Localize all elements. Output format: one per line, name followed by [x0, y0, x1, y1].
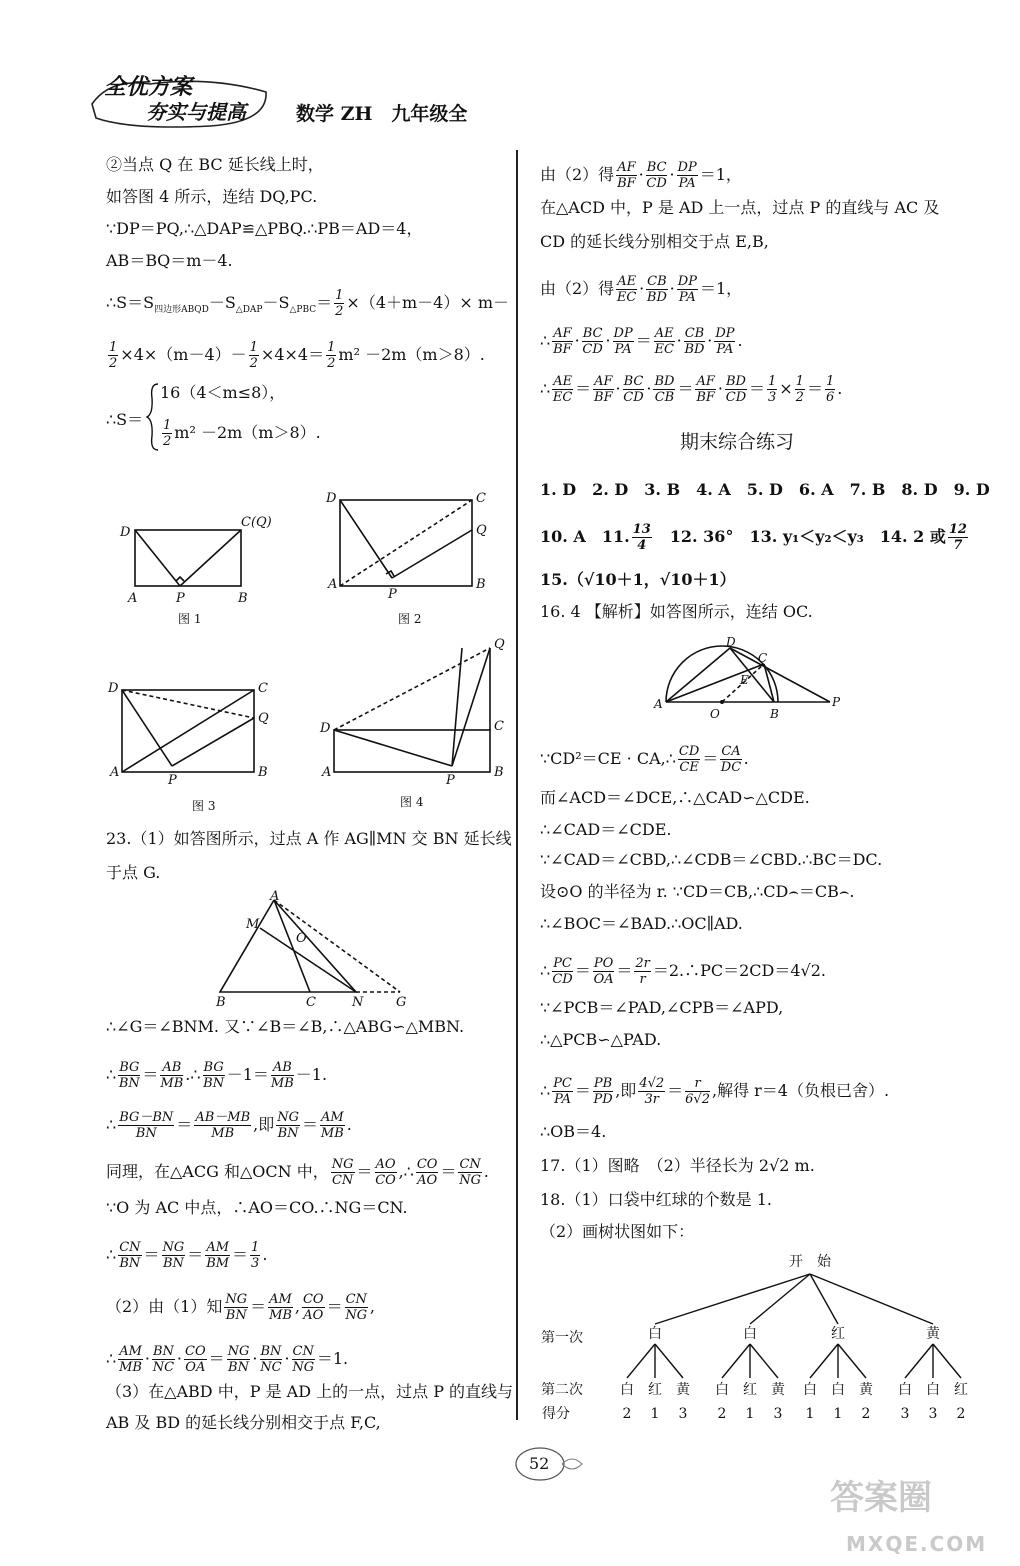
- tree-root: 开 始: [789, 1254, 831, 1270]
- fraction: $\frac{1}{2}$: [327, 340, 336, 371]
- page-header-title: 数学 ZH 九年级全: [296, 103, 468, 125]
- logo-line1: 全优方案: [104, 75, 193, 100]
- text: －S: [208, 293, 236, 312]
- fraction: $\frac{1}{2}$: [249, 340, 258, 371]
- tree-branch: [655, 1344, 683, 1378]
- tree-first-label: 第一次: [541, 1330, 583, 1346]
- area-formula-line-2: [106, 340, 485, 371]
- tree-score-label: 得分: [542, 1406, 570, 1422]
- right-ratio-4: ∴ $\frac{AE}{EC}$ ＝ $\frac{AF}{BF}$ · $\frac{BC}{CD}$ · $\frac{BD}{CB}$ ＝ $\frac{AF}{BF}$ · $\frac{BD}{CD}$ ＝ $\frac{1}{3}$ × $\frac{1}{2}$ ＝ $\frac{1}{6}$ .: [540, 374, 843, 405]
- step-5: 设⊙O 的半径为 r. ∵CD＝CB,∴CD⌢＝CB⌢.: [540, 882, 855, 901]
- page-number-ornament: [510, 1440, 600, 1488]
- tree-second-node: 白: [926, 1382, 940, 1398]
- svg-text:P: P: [446, 773, 455, 788]
- text: ×4×4＝: [260, 345, 325, 364]
- fraction: $\frac{1}{2}$: [163, 418, 172, 449]
- step-6: ∴∠BOC＝∠BAD.∴OC∥AD.: [540, 914, 743, 933]
- triangle-figure: [200, 890, 420, 1012]
- svg-text:C: C: [258, 681, 268, 696]
- text: ＝: [316, 293, 333, 312]
- tree-branch: [933, 1344, 961, 1378]
- tree-second-node: 白: [831, 1382, 845, 1398]
- result-line: ∴ $\frac{CN}{BN}$ ＝ $\frac{NG}{BN}$ ＝ $\frac{AM}{BM}$ ＝ $\frac{1}{3}$ .: [106, 1240, 268, 1271]
- tree-score: 2: [622, 1406, 632, 1422]
- svg-text:E: E: [740, 673, 749, 687]
- text: ×（4＋m－4）× m－: [346, 293, 510, 312]
- svg-text:D: D: [726, 635, 736, 649]
- tree-branch: [750, 1274, 810, 1324]
- product-line: ∴ $\frac{AM}{MB}$ · $\frac{BN}{NC}$ · $\frac{CO}{OA}$ ＝ $\frac{NG}{BN}$ · $\frac{BN}{NC}$ · $\frac{CN}{NG}$ ＝1.: [106, 1344, 349, 1375]
- step-7: ∴ $\frac{PC}{CD}$ ＝ $\frac{PO}{OA}$ ＝ $\frac{2r}{r}$ ＝2.∴PC＝2CD＝4√2.: [540, 956, 826, 987]
- answer-18-2: （2）画树状图如下：: [540, 1222, 695, 1241]
- tree-score: 1: [650, 1406, 660, 1422]
- svg-text:A: A: [128, 591, 138, 606]
- text-line: AB 及 BD 的延长线分别相交于点 F,C,: [106, 1413, 381, 1432]
- tree-second-label: 第二次: [541, 1382, 583, 1398]
- tree-branch: [838, 1344, 866, 1378]
- tree-score: 1: [745, 1406, 755, 1422]
- tree-second-node: 红: [743, 1382, 757, 1398]
- svg-text:C: C: [494, 719, 504, 734]
- right-ratio-1: 由（2）得 $\frac{AF}{BF}$ · $\frac{BC}{CD}$ · $\frac{DP}{PA}$ ＝1，: [540, 160, 742, 191]
- subscript: △DAP: [235, 305, 263, 316]
- tree-diagram: [540, 1248, 980, 1428]
- svg-text:D: D: [108, 681, 119, 696]
- svg-text:Q: Q: [494, 637, 505, 652]
- section-title: 期末综合练习: [680, 431, 795, 453]
- column-divider: [516, 150, 518, 1420]
- step-3: ∴∠CAD＝∠CDE.: [540, 820, 672, 839]
- svg-text:A: A: [328, 577, 338, 592]
- tree-second-node: 黄: [771, 1382, 785, 1398]
- tree-score: 2: [956, 1406, 966, 1422]
- svg-text:B: B: [216, 995, 226, 1010]
- tree-first-node: 黄: [926, 1326, 940, 1342]
- svg-text:P: P: [832, 695, 841, 709]
- tree-second-node: 红: [954, 1382, 968, 1398]
- watermark-url: MXQE.COM: [846, 1532, 988, 1556]
- ratio-line-1: ∴ $\frac{BG}{BN}$ ＝ $\frac{AB}{MB}$ .∴ $\frac{BG}{BN}$ －1＝ $\frac{AB}{MB}$ －1.: [106, 1060, 328, 1091]
- tree-branch: [627, 1344, 655, 1378]
- text-line: （3）在△ABD 中，P 是 AD 上的一点，过点 P 的直线与: [106, 1382, 514, 1401]
- step-2: 而∠ACD＝∠DCE,∴△CAD∽△CDE.: [540, 788, 810, 807]
- svg-text:P: P: [168, 773, 177, 788]
- svg-text:A: A: [110, 765, 120, 780]
- tree-score: 2: [717, 1406, 727, 1422]
- svg-text:G: G: [396, 995, 407, 1010]
- text: －S: [262, 293, 290, 312]
- tree-second-node: 红: [648, 1382, 662, 1398]
- svg-text:B: B: [476, 577, 486, 592]
- figure-1-caption: 图 1: [178, 612, 202, 626]
- watermark-logo: 答案圈: [830, 1478, 932, 1518]
- brace-icon: [146, 382, 160, 452]
- svg-text:M: M: [246, 917, 260, 932]
- tree-second-node: 白: [898, 1382, 912, 1398]
- figure-2-caption: 图 2: [398, 612, 422, 626]
- svg-text:D: D: [326, 491, 337, 506]
- text-line: ∴∠G＝∠BNM. 又∵∠B＝∠B,∴△ABG∽△MBN.: [106, 1017, 465, 1036]
- answer-15: 15.（√10＋1，√10＋1）: [540, 570, 736, 589]
- tree-score: 2: [861, 1406, 871, 1422]
- tree-first-node: 白: [743, 1326, 757, 1342]
- svg-text:C: C: [758, 651, 768, 665]
- text: ∴S＝S: [106, 293, 155, 312]
- figure-3-caption: 图 3: [192, 799, 216, 813]
- text-line: 如答图 4 所示，连结 DQ,PC.: [106, 187, 318, 206]
- page-number: 52: [529, 1454, 550, 1473]
- answers-1-9: 1. D 2. D 3. B 4. A 5. D 6. A 7. B 8. D 9. D: [540, 480, 990, 499]
- svg-text:Q: Q: [258, 711, 269, 726]
- tree-branch: [750, 1344, 778, 1378]
- svg-text:D: D: [320, 721, 331, 736]
- subscript: 四边形ABQD: [154, 305, 209, 316]
- step-4: ∵∠CAD＝∠CBD,∴∠CDB＝∠CBD.∴BC＝DC.: [540, 850, 883, 869]
- svg-text:A: A: [270, 890, 280, 904]
- svg-text:O: O: [296, 931, 307, 946]
- answer-17: 17.（1）图略 （2）半径长为 2√2 m.: [540, 1156, 815, 1175]
- tree-branch: [722, 1344, 750, 1378]
- fraction: $\frac{1}{2}$: [335, 288, 344, 319]
- text-line: ②当点 Q 在 BC 延长线上时，: [106, 155, 324, 174]
- tree-second-node: 白: [803, 1382, 817, 1398]
- tree-branch: [655, 1274, 810, 1324]
- text-line: ∵DP＝PQ,∴△DAP≌△PBQ.∴PB＝AD＝4，: [106, 219, 423, 238]
- tree-second-node: 白: [620, 1382, 634, 1398]
- svg-text:A: A: [654, 697, 663, 711]
- step-11: ∴OB＝4.: [540, 1122, 607, 1141]
- text: m² －2m（m＞8）.: [174, 423, 321, 442]
- step-9: ∴△PCB∽△PAD.: [540, 1030, 662, 1049]
- svg-text:C: C: [476, 491, 486, 506]
- svg-text:P: P: [388, 587, 397, 602]
- svg-text:B: B: [258, 765, 268, 780]
- question-23-line2: 于点 G.: [106, 863, 161, 882]
- text: ×4×（m－4）－: [120, 345, 247, 364]
- svg-text:N: N: [352, 995, 364, 1010]
- tree-score: 3: [900, 1406, 910, 1422]
- svg-text:A: A: [322, 765, 332, 780]
- piecewise-label: ∴S＝: [106, 410, 144, 429]
- figure-4-caption: 图 4: [400, 795, 424, 809]
- svg-text:B: B: [238, 591, 248, 606]
- answer-18-1: 18.（1）口袋中红球的个数是 1.: [540, 1190, 772, 1209]
- step-8: ∵∠PCB＝∠PAD,∠CPB＝∠APD,: [540, 998, 784, 1017]
- text-line: CD 的延长线分别相交于点 E,B,: [540, 232, 769, 251]
- step-1: ∵CD²＝CE · CA,∴ $\frac{CD}{CE}$ ＝ $\frac{CA}{DC}$ .: [540, 744, 749, 775]
- tree-branch: [810, 1274, 933, 1324]
- tree-branch: [810, 1274, 838, 1324]
- figures-3-4: [100, 634, 510, 814]
- logo-line2: 夯实与提高: [146, 100, 246, 124]
- svg-text:D: D: [120, 525, 131, 540]
- subscript: △PBC: [289, 305, 317, 316]
- tree-first-node: 红: [831, 1326, 845, 1342]
- text-line: AB＝BQ＝m－4.: [106, 251, 233, 270]
- figures-1-2: [100, 488, 500, 628]
- tree-second-node: 黄: [859, 1382, 873, 1398]
- text-line: 在△ACD 中，P 是 AD 上一点，过点 P 的直线与 AC 及: [540, 198, 940, 217]
- piecewise-case-1: 16（4＜m≤8），: [160, 383, 286, 402]
- tree-score: 3: [928, 1406, 938, 1422]
- svg-text:Q: Q: [476, 523, 487, 538]
- tree-score: 3: [773, 1406, 783, 1422]
- tree-score: 1: [805, 1406, 815, 1422]
- svg-text:B: B: [770, 707, 779, 721]
- ratio-line-2: ∴ $\frac{BG-BN}{BN}$ ＝ $\frac{AB-MB}{MB}$ ,即 $\frac{NG}{BN}$ ＝ $\frac{AM}{MB}$ .: [106, 1110, 352, 1141]
- tree-branch: [905, 1344, 933, 1378]
- area-formula-line: [106, 288, 509, 320]
- step-10: ∴ $\frac{PC}{PA}$ ＝ $\frac{PB}{PD}$ ,即 $\frac{4√2}{3r}$ ＝ $\frac{r}{6√2}$ ,解得 r＝4（负根已舍）.: [540, 1076, 890, 1107]
- tree-first-node: 白: [648, 1326, 662, 1342]
- svg-text:O: O: [710, 707, 720, 721]
- piecewise-case-2: [160, 418, 321, 449]
- answer-16: 16. 4 【解析】如答图所示，连结 OC.: [540, 602, 813, 621]
- logo: [90, 74, 270, 130]
- svg-text:C(Q): C(Q): [241, 515, 272, 530]
- answers-10-14: 10. A 11. $\frac{13}{4}$ 12. 36° 13. y₁＜y₂＜y₃ 14. 2 或 $\frac{12}{7}$: [540, 522, 967, 553]
- tree-branch: [810, 1344, 838, 1378]
- tree-score: 3: [678, 1406, 688, 1422]
- text: m² －2m（m＞8）.: [338, 345, 485, 364]
- right-ratio-2: 由（2）得 $\frac{AE}{EC}$ · $\frac{CB}{BD}$ · $\frac{DP}{PA}$ ＝1，: [540, 274, 743, 305]
- svg-text:C: C: [306, 995, 316, 1010]
- tree-second-node: 白: [715, 1382, 729, 1398]
- svg-text:B: B: [494, 765, 504, 780]
- tree-second-node: 黄: [676, 1382, 690, 1398]
- question-23-line1: 23.（1）如答图所示，过点 A 作 AG∥MN 交 BN 延长线: [106, 829, 512, 848]
- tree-score: 1: [833, 1406, 843, 1422]
- similar-line: 同理，在△ACG 和△OCN 中， $\frac{NG}{CN}$ ＝ $\frac{AO}{CO}$ ,∴ $\frac{CO}{AO}$ ＝ $\frac{CN}{NG}$ .: [106, 1157, 489, 1188]
- fraction: $\frac{1}{2}$: [109, 340, 118, 371]
- text-line: ∵O 为 AC 中点，∴AO＝CO.∴NG＝CN.: [106, 1198, 408, 1217]
- svg-text:P: P: [176, 591, 185, 606]
- part-2-line: （2）由（1）知 $\frac{NG}{BN}$ ＝ $\frac{AM}{MB}$ , $\frac{CO}{AO}$ ＝ $\frac{CN}{NG}$ ,: [106, 1292, 375, 1323]
- right-ratio-3: ∴ $\frac{AF}{BF}$ · $\frac{BC}{CD}$ · $\frac{DP}{PA}$ ＝ $\frac{AE}{EC}$ · $\frac{CB}{BD}$ · $\frac{DP}{PA}$ .: [540, 326, 743, 357]
- circle-figure: [650, 632, 850, 722]
